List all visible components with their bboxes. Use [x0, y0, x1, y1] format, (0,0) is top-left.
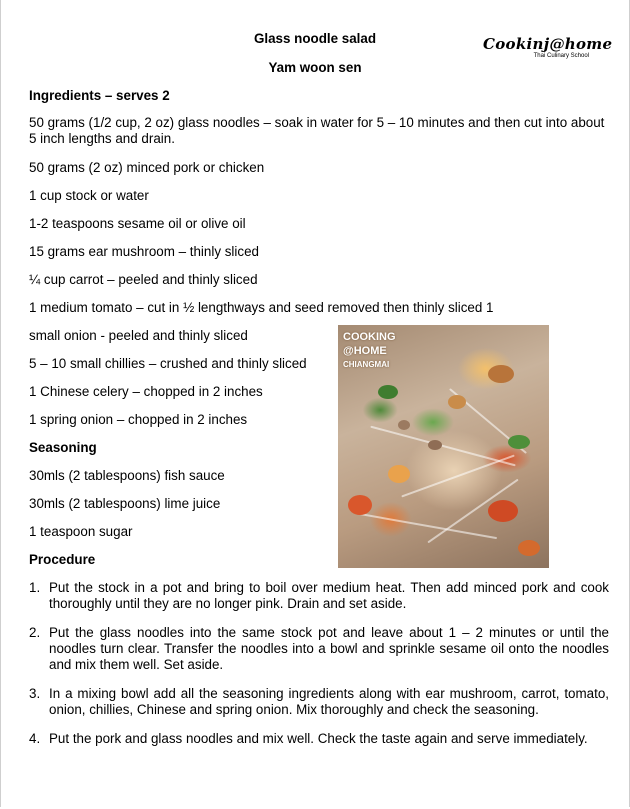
step-text: In a mixing bowl add all the seasoning ingredients along with ear mushroom, carrot, tomato, onion, chillies, Chinese and spring onion. Mix thoroughly and check the seasoning. — [49, 686, 609, 717]
step-number: 2. — [29, 625, 41, 640]
ingredient-item: 5 – 10 small chillies – crushed and thinly sliced — [29, 356, 307, 371]
cooking-at-home-logo — [483, 35, 613, 62]
photo-watermark-line: @HOME — [343, 345, 387, 357]
ingredient-item: small onion - peeled and thinly sliced — [29, 328, 248, 343]
recipe-title: Glass noodle salad — [253, 31, 377, 46]
procedure-steps — [29, 580, 609, 760]
step-number: 4. — [29, 731, 41, 746]
salad-photo — [338, 325, 549, 568]
procedure-step — [29, 686, 609, 718]
ingredient-item: 1 spring onion – chopped in 2 inches — [29, 412, 248, 427]
ingredient-item: 50 grams (1/2 cup, 2 oz) glass noodles – soak in water for 5 – 10 minutes and then cut into about 5 inch lengths and drain. — [29, 115, 605, 146]
ingredient-item: 1-2 teaspoons sesame oil or olive oil — [29, 216, 246, 231]
photo-watermark-line: COOKING — [343, 331, 396, 343]
ingredient-item: 1 Chinese celery – chopped in 2 inches — [29, 384, 263, 399]
procedure-step — [29, 731, 609, 747]
ingredients-heading: Ingredients – serves 2 — [29, 88, 170, 103]
procedure-heading: Procedure — [29, 552, 96, 567]
seasoning-item: 30mls (2 tablespoons) fish sauce — [29, 468, 225, 483]
step-text: Put the pork and glass noodles and mix well. Check the taste again and serve immediately. — [49, 731, 588, 746]
ingredient-item: 50 grams (2 oz) minced pork or chicken — [29, 160, 265, 175]
ingredient-item: 1 medium tomato – cut in ½ lengthways and seed removed then thinly sliced 1 — [29, 300, 494, 315]
seasoning-item: 1 teaspoon sugar — [29, 524, 133, 539]
step-text: Put the stock in a pot and bring to boil over medium heat. Then add minced pork and cook thoroughly until they are no longer pink. Drain and set aside. — [49, 580, 609, 611]
step-number: 3. — [29, 686, 41, 701]
seasoning-heading: Seasoning — [29, 440, 97, 455]
logo-subtitle: Thai Culinary School — [533, 53, 589, 59]
photo-watermark-line: CHIANGMAI — [343, 360, 390, 369]
ingredient-item: 1 cup stock or water — [29, 188, 149, 203]
logo-text: Cookinj@home — [483, 35, 613, 53]
seasoning-item: 30mls (2 tablespoons) lime juice — [29, 496, 221, 511]
ingredient-item: ¼ cup carrot – peeled and thinly sliced — [29, 272, 258, 287]
ingredient-item: 15 grams ear mushroom – thinly sliced — [29, 244, 259, 259]
recipe-subtitle: Yam woon sen — [268, 60, 362, 75]
procedure-step — [29, 580, 609, 612]
step-number: 1. — [29, 580, 41, 595]
step-text: Put the glass noodles into the same stock pot and leave about 1 – 2 minutes or until the noodles turn clear. Transfer the noodles into a bowl and sprinkle sesame oil onto the noodles and mix them well. Set aside. — [49, 625, 609, 672]
procedure-step — [29, 625, 609, 673]
